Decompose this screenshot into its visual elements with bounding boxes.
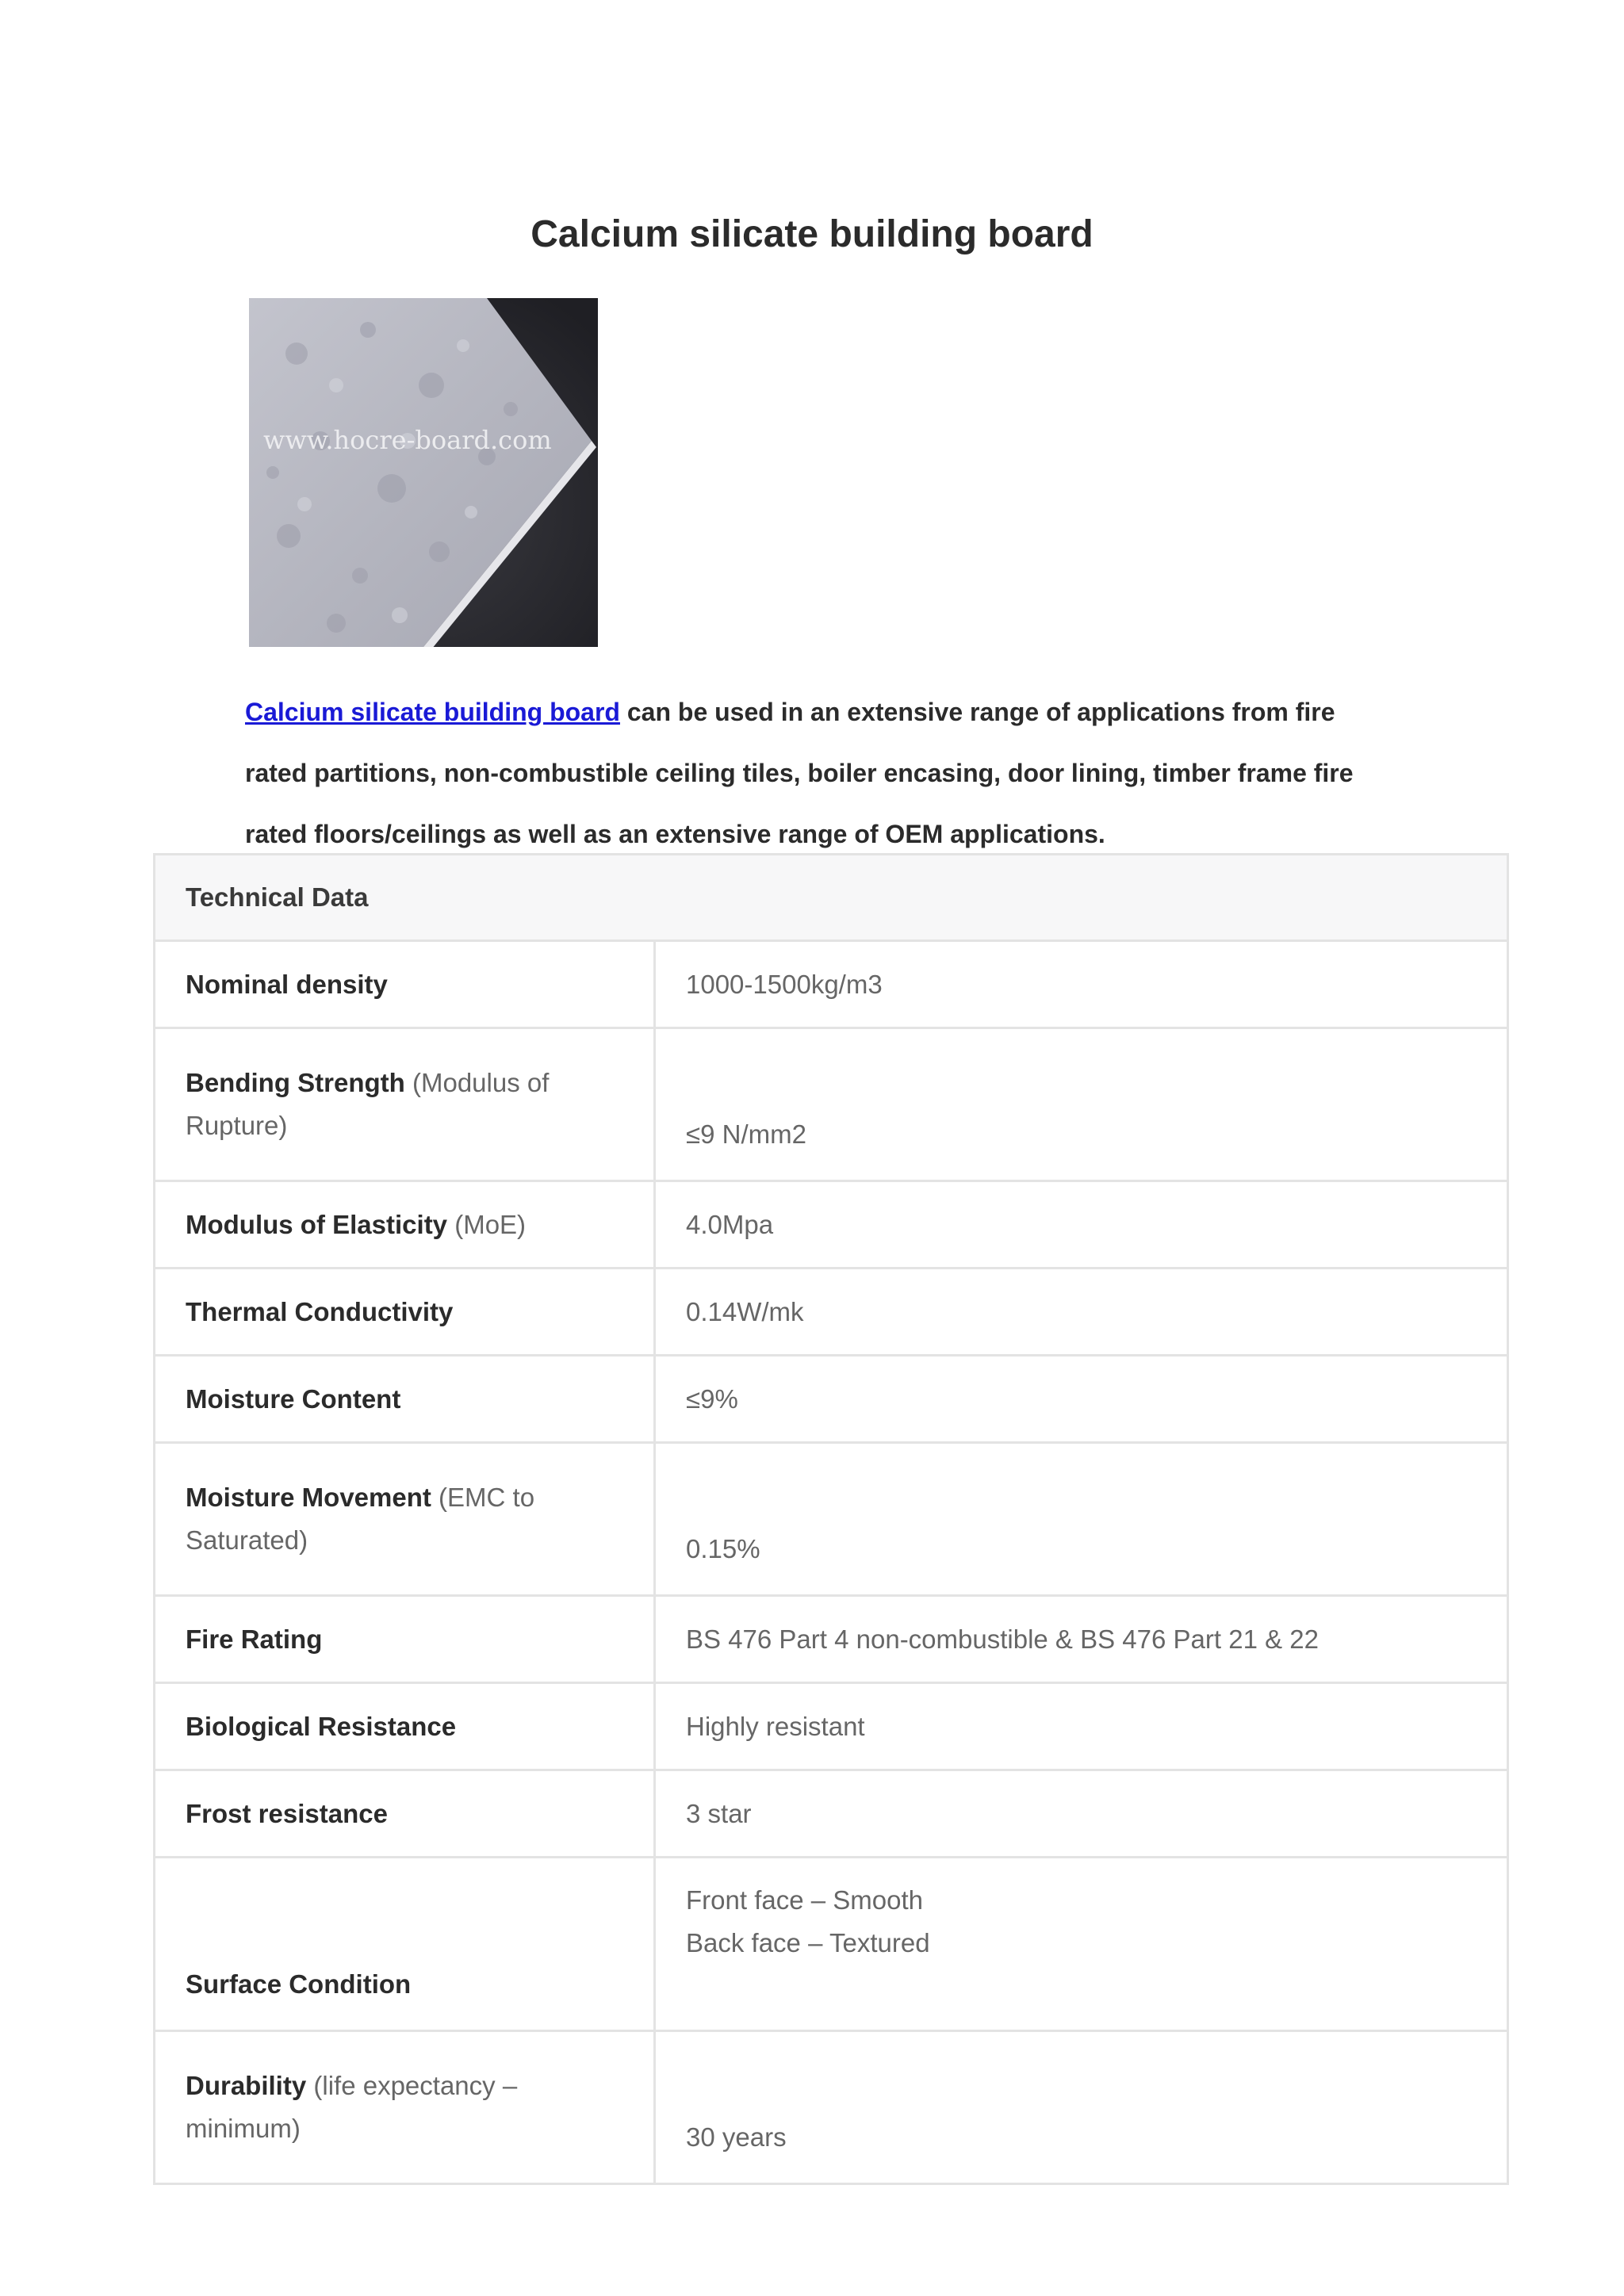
watermark-text: www.hocre-board.com [263, 425, 552, 455]
row-value: 3 star [655, 1770, 1508, 1858]
table-row [155, 1269, 1508, 1356]
row-value: 1000-1500kg/m3 [655, 941, 1508, 1028]
technical-data-table [153, 853, 1509, 2185]
row-label: Thermal Conductivity [155, 1269, 655, 1356]
row-value: 4.0Mpa [655, 1181, 1508, 1269]
table-row [155, 1443, 1508, 1596]
row-value: 30 years [655, 2031, 1508, 2184]
row-value [655, 1858, 1508, 2031]
row-label: Moisture Movement (EMC to Saturated) [155, 1443, 655, 1596]
product-image [249, 298, 598, 647]
value-line: Front face – Smooth [686, 1885, 923, 1915]
table-row [155, 1028, 1508, 1181]
row-label: Modulus of Elasticity (MoE) [155, 1181, 655, 1269]
product-link[interactable]: Calcium silicate building board [245, 698, 620, 726]
table-row [155, 2031, 1508, 2184]
table-row [155, 1770, 1508, 1858]
table-row [155, 1181, 1508, 1269]
row-label: Durability (life expectancy – minimum) [155, 2031, 655, 2184]
row-value: BS 476 Part 4 non-combustible & BS 476 Part 21 & 22 [655, 1596, 1508, 1683]
row-value: Highly resistant [655, 1683, 1508, 1770]
row-label: Bending Strength (Modulus of Rupture) [155, 1028, 655, 1181]
row-label: Moisture Content [155, 1356, 655, 1443]
table-row [155, 1356, 1508, 1443]
row-value: 0.14W/mk [655, 1269, 1508, 1356]
row-value: 0.15% [655, 1443, 1508, 1596]
intro-paragraph [245, 682, 1371, 865]
value-line: Back face – Textured [686, 1928, 930, 1957]
row-label: Biological Resistance [155, 1683, 655, 1770]
table-row [155, 1596, 1508, 1683]
table-header-row [155, 855, 1508, 941]
table-row [155, 941, 1508, 1028]
table-row [155, 1683, 1508, 1770]
table-row [155, 1858, 1508, 2031]
page-title: Calcium silicate building board [530, 213, 1094, 255]
row-label: Frost resistance [155, 1770, 655, 1858]
row-label: Nominal density [155, 941, 655, 1028]
table-header: Technical Data [155, 855, 1508, 941]
intro-text: can be used in an extensive range of applications from fire rated partitions, non-combustible ceiling tiles, boiler encasing, door lining, timber frame fire rated floors/ceilings as well as an extensive range of OEM applications. [245, 698, 1354, 848]
row-label: Fire Rating [155, 1596, 655, 1683]
row-value: ≤9% [655, 1356, 1508, 1443]
row-label: Surface Condition [155, 1858, 655, 2031]
row-value: ≤9 N/mm2 [655, 1028, 1508, 1181]
